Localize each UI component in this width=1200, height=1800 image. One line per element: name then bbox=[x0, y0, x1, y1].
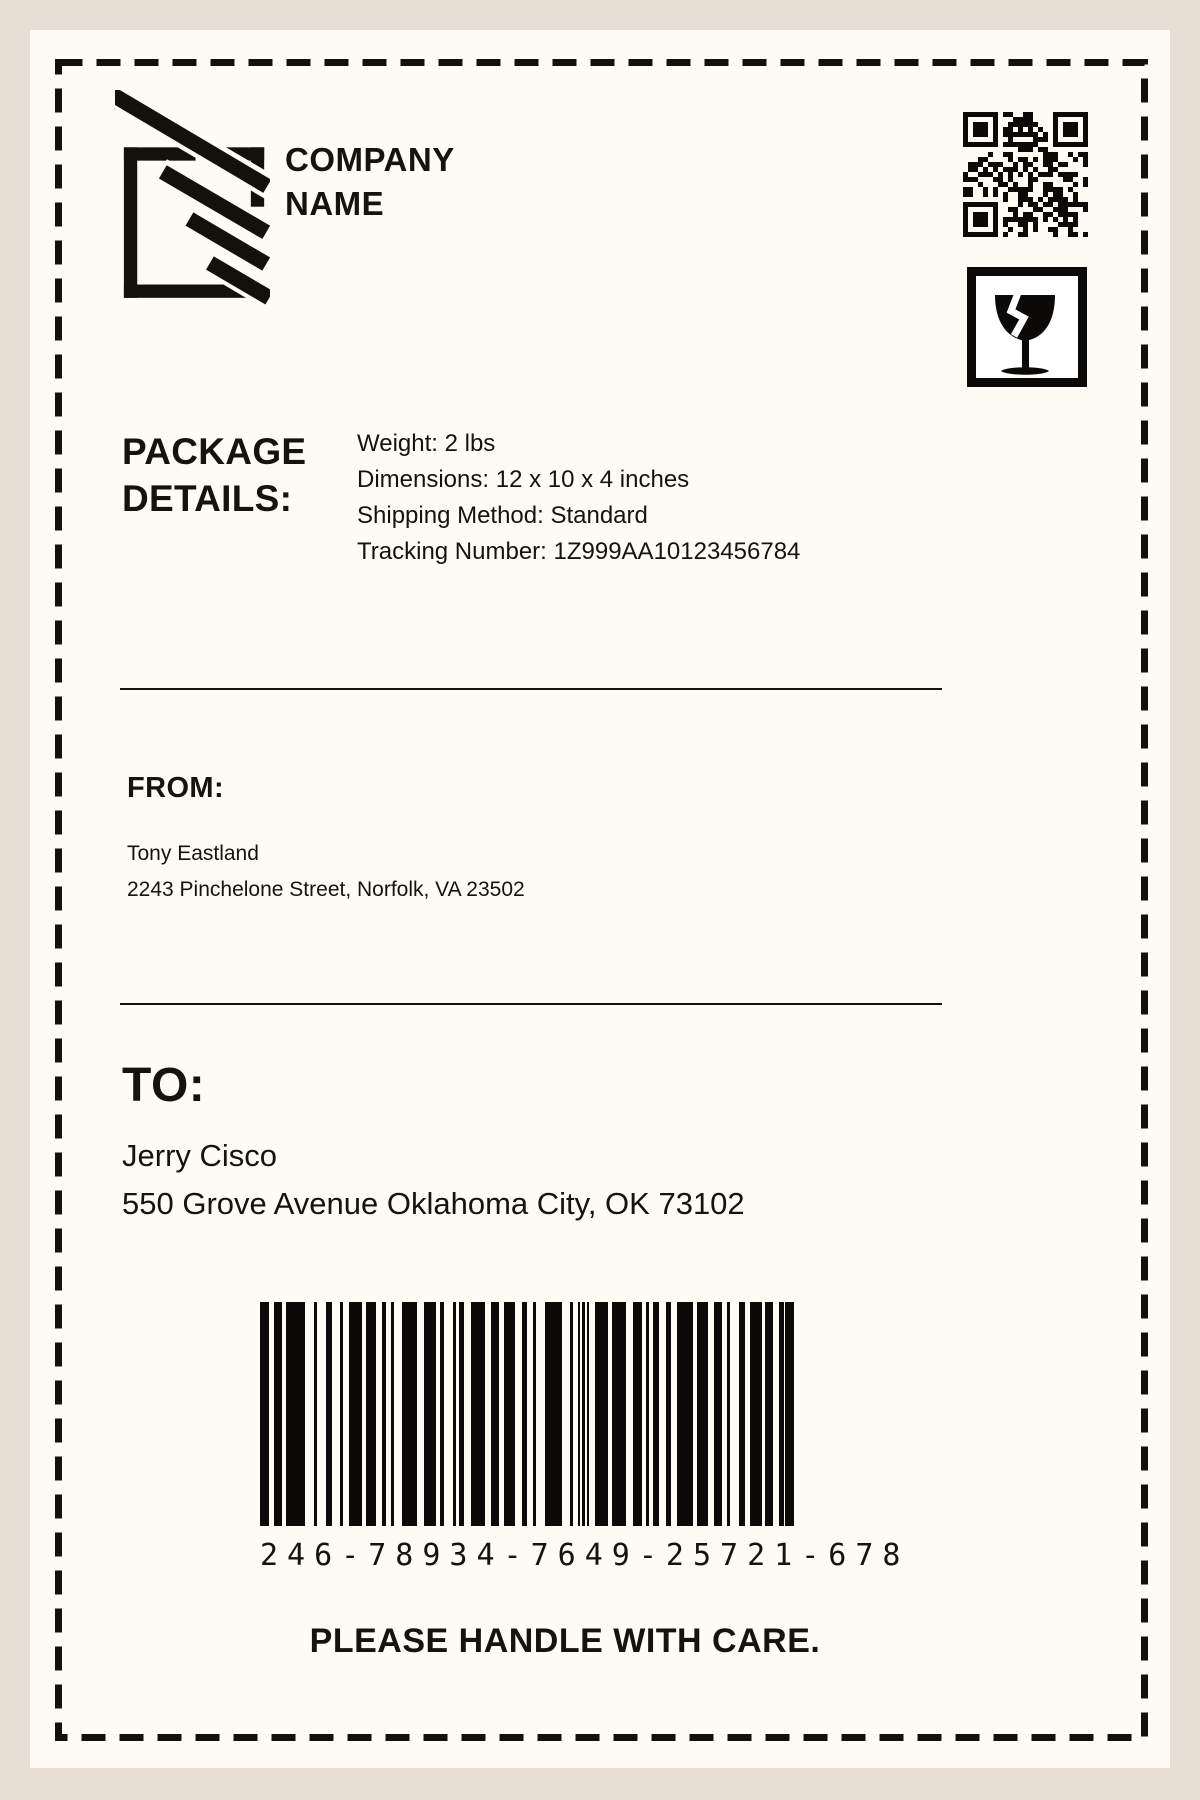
section-divider bbox=[120, 688, 942, 690]
to-name: Jerry Cisco bbox=[122, 1138, 278, 1173]
company-logo-icon bbox=[115, 90, 270, 305]
from-name: Tony Eastland bbox=[127, 842, 259, 865]
qr-code-icon bbox=[963, 112, 1088, 237]
company-name: COMPANY NAME bbox=[285, 141, 455, 222]
section-divider bbox=[120, 1003, 942, 1005]
barcode-icon bbox=[260, 1302, 795, 1526]
to-heading: TO: bbox=[122, 1059, 206, 1112]
to-address: 550 Grove Avenue Oklahoma City, OK 73102 bbox=[122, 1186, 745, 1221]
from-address: 2243 Pinchelone Street, Norfolk, VA 23502 bbox=[127, 878, 525, 901]
barcode-number: 246-78934-7649-25721-678 bbox=[260, 1538, 910, 1573]
package-details-heading: PACKAGE DETAILS: bbox=[122, 431, 307, 520]
package-detail-tracking-number: Tracking Number: 1Z999AA10123456784 bbox=[357, 538, 801, 565]
barcode-block bbox=[260, 1302, 910, 1573]
from-heading: FROM: bbox=[127, 772, 225, 804]
package-details-list bbox=[357, 426, 977, 570]
package-detail-dimensions: Dimensions: 12 x 10 x 4 inches bbox=[357, 466, 690, 493]
package-detail-shipping-method: Shipping Method: Standard bbox=[357, 502, 648, 529]
handle-with-care-note: PLEASE HANDLE WITH CARE. bbox=[309, 1622, 821, 1660]
shipping-label bbox=[30, 30, 1170, 1768]
broken-glass-icon bbox=[967, 267, 1087, 387]
package-detail-weight: Weight: 2 lbs bbox=[357, 430, 496, 457]
